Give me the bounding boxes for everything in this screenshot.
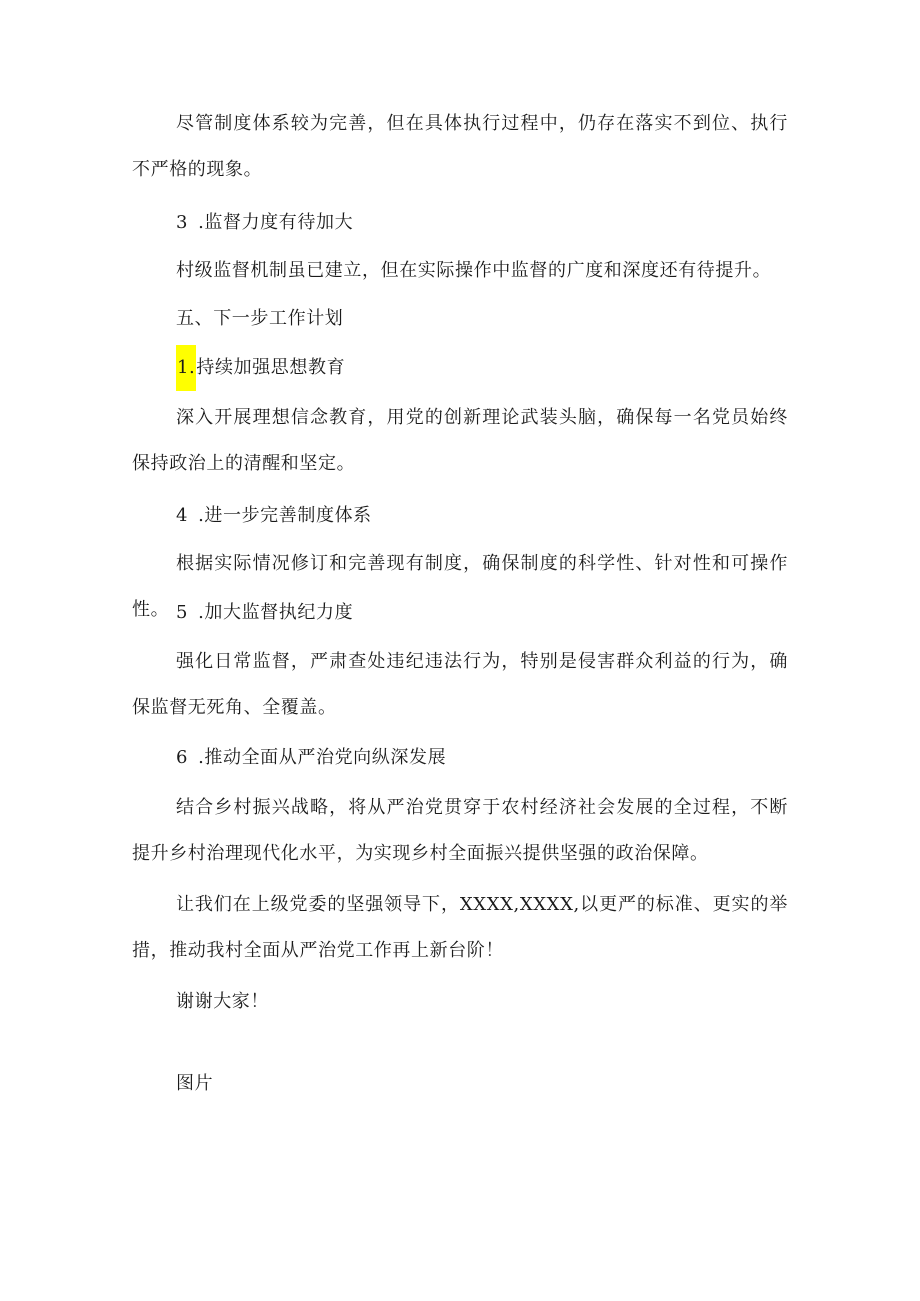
heading-text: .监督力度有待加大 [198,212,354,233]
heading-supervision-strength [176,200,353,246]
heading-number: 6 [176,747,189,768]
heading-number: 3 [176,212,189,233]
heading-discipline-enforcement [176,590,353,636]
image-placeholder-label: 图片 [176,1073,214,1094]
paragraph-daily-supervision: 强化日常监督，严肃查处违纪违法行为，特别是侵害群众利益的行为，确保监督无死角、全覆盖。 [132,651,788,718]
heading-text: 持续加强思想教育 [196,357,346,378]
paragraph-closing-call: 让我们在上级党委的坚强领导下，XXXX,XXXX,以更严的标准、更实的举措，推动我村全面从严治党工作再上新台阶！ [132,894,788,961]
paragraph-ideal-belief: 深入开展理想信念教育，用党的创新理论武装头脑，确保每一名党员始终保持政治上的清醒和坚定。 [132,407,788,474]
heading-ideological-education [176,345,345,391]
heading-text: .推动全面从严治党向纵深发展 [198,747,447,768]
paragraph-revise-system: 根据实际情况修订和完善现有制度，确保制度的科学性、针对性和可操作性。 [132,553,788,620]
heading-party-governance [176,735,446,781]
heading-text: .进一步完善制度体系 [198,505,372,526]
heading-number: 4 [176,505,189,526]
section-title-next-plan: 五、下一步工作计划 [176,308,344,329]
paragraph-execution-issues: 尽管制度体系较为完善，但在具体执行过程中，仍存在落实不到位、执行不严格的现象。 [132,113,788,180]
highlighted-number: 1. [176,345,196,391]
paragraph-rural-revitalization: 结合乡村振兴战略，将从严治党贯穿于农村经济社会发展的全过程，不断提升乡村治理现代化水平，为实现乡村全面振兴提供坚强的政治保障。 [132,797,788,864]
paragraph-supervision-mechanism: 村级监督机制虽已建立，但在实际操作中监督的广度和深度还有待提升。 [176,260,772,281]
thanks-text: 谢谢大家！ [176,991,269,1012]
heading-text: .加大监督执纪力度 [198,602,354,623]
heading-number: 5 [176,602,189,623]
heading-system-improvement [176,493,372,539]
